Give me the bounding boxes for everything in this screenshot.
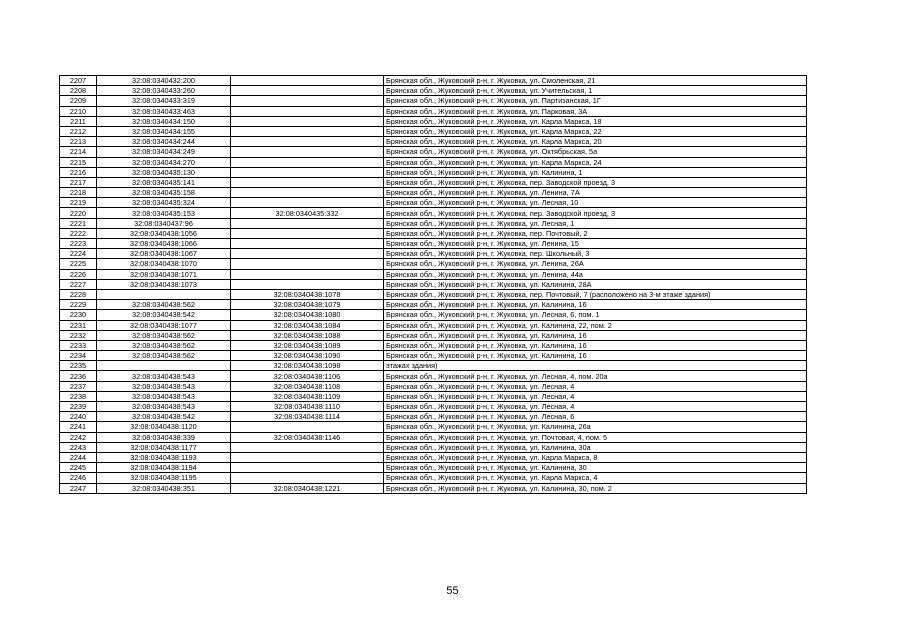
object-cadastral-number-cell bbox=[231, 442, 384, 452]
address-cell: Брянская обл., Жуковский р-н, г. Жуковка, ул. Лесная, 6, пом. 1 bbox=[384, 310, 807, 320]
address-cell: Брянская обл., Жуковский р-н, г. Жуковка, ул. Карла Маркса, 18 bbox=[384, 116, 807, 126]
object-cadastral-number-cell bbox=[231, 249, 384, 259]
object-cadastral-number-cell: 32:08:0340438:1088 bbox=[231, 330, 384, 340]
cadastral-number-cell: 32:08:0340438:1077 bbox=[97, 320, 231, 330]
table-row bbox=[60, 402, 807, 412]
address-cell: Брянская обл., Жуковский р-н, г. Жуковка, пер. Почтовый, 2 bbox=[384, 228, 807, 238]
object-cadastral-number-cell bbox=[231, 86, 384, 96]
cadastral-number-cell: 32:08:0340438:339 bbox=[97, 432, 231, 442]
address-cell: Брянская обл., Жуковский р-н, г. Жуковка, ул. Калинина, 22, пом. 2 bbox=[384, 320, 807, 330]
address-cell: Брянская обл., Жуковский р-н, г. Жуковка, ул. Калинина, 28А bbox=[384, 279, 807, 289]
cadastral-number-cell: 32:08:0340438:1066 bbox=[97, 239, 231, 249]
object-cadastral-number-cell bbox=[231, 96, 384, 106]
row-number-cell: 2231 bbox=[60, 320, 97, 330]
row-number-cell: 2207 bbox=[60, 76, 97, 86]
address-cell: Брянская обл., Жуковский р-н, г. Жуковка, ул. Учительская, 1 bbox=[384, 86, 807, 96]
address-cell: Брянская обл., Жуковский р-н, г. Жуковка, ул. Ленина, 7А bbox=[384, 188, 807, 198]
object-cadastral-number-cell: 32:08:0340438:1109 bbox=[231, 391, 384, 401]
object-cadastral-number-cell bbox=[231, 76, 384, 86]
address-cell: Брянская обл., Жуковский р-н, г. Жуковка, ул. Калинина, 26а bbox=[384, 422, 807, 432]
row-number-cell: 2222 bbox=[60, 228, 97, 238]
cadastral-number-cell: 32:08:0340438:1120 bbox=[97, 422, 231, 432]
table-row bbox=[60, 137, 807, 147]
row-number-cell: 2226 bbox=[60, 269, 97, 279]
cadastral-number-cell: 32:08:0340435:153 bbox=[97, 208, 231, 218]
address-cell: Брянская обл., Жуковский р-н, г. Жуковка, пер. Заводской проезд, 3 bbox=[384, 177, 807, 187]
row-number-cell: 2246 bbox=[60, 473, 97, 483]
object-cadastral-number-cell bbox=[231, 259, 384, 269]
cadastral-number-cell: 32:08:0340438:562 bbox=[97, 351, 231, 361]
row-number-cell: 2228 bbox=[60, 289, 97, 299]
address-cell: этажах здания) bbox=[384, 361, 807, 371]
table-row bbox=[60, 167, 807, 177]
table-row bbox=[60, 310, 807, 320]
address-cell: Брянская обл., Жуковский р-н, г. Жуковка, ул. Карла Маркса, 4 bbox=[384, 473, 807, 483]
table-row bbox=[60, 96, 807, 106]
address-cell: Брянская обл., Жуковский р-н, г. Жуковка, ул. Смоленская, 21 bbox=[384, 76, 807, 86]
table-row bbox=[60, 208, 807, 218]
address-cell: Брянская обл., Жуковский р-н, г. Жуковка, ул. Лесная, 4 bbox=[384, 402, 807, 412]
row-number-cell: 2236 bbox=[60, 371, 97, 381]
row-number-cell: 2216 bbox=[60, 167, 97, 177]
object-cadastral-number-cell bbox=[231, 177, 384, 187]
address-cell: Брянская обл., Жуковский р-н, г. Жуковка, ул. Лесная, 4 bbox=[384, 381, 807, 391]
object-cadastral-number-cell: 32:08:0340438:1146 bbox=[231, 432, 384, 442]
cadastral-number-cell: 32:08:0340438:1073 bbox=[97, 279, 231, 289]
address-cell: Брянская обл., Жуковский р-н, г. Жуковка, ул. Почтовая, 4, пом. 5 bbox=[384, 432, 807, 442]
cadastral-number-cell: 32:08:0340434:155 bbox=[97, 126, 231, 136]
table-row bbox=[60, 76, 807, 86]
object-cadastral-number-cell bbox=[231, 157, 384, 167]
address-cell: Брянская обл., Жуковский р-н, г. Жуковка, ул. Лесная, 4 bbox=[384, 391, 807, 401]
cadastral-number-cell: 32:08:0340434:244 bbox=[97, 137, 231, 147]
object-cadastral-number-cell: 32:08:0340438:1084 bbox=[231, 320, 384, 330]
row-number-cell: 2234 bbox=[60, 351, 97, 361]
table-row bbox=[60, 147, 807, 157]
cadastral-number-cell: 32:08:0340438:1067 bbox=[97, 249, 231, 259]
cadastral-number-cell: 32:08:0340433:260 bbox=[97, 86, 231, 96]
table-row bbox=[60, 177, 807, 187]
object-cadastral-number-cell bbox=[231, 463, 384, 473]
table-row bbox=[60, 86, 807, 96]
row-number-cell: 2227 bbox=[60, 279, 97, 289]
address-cell: Брянская обл., Жуковский р-н, г. Жуковка, ул. Парковая, 3А bbox=[384, 106, 807, 116]
table-row bbox=[60, 218, 807, 228]
object-cadastral-number-cell: 32:08:0340438:1089 bbox=[231, 340, 384, 350]
address-cell: Брянская обл., Жуковский р-н, г. Жуковка, ул. Партизанская, 1Г bbox=[384, 96, 807, 106]
property-registry-table bbox=[59, 75, 807, 494]
cadastral-number-cell: 32:08:0340434:270 bbox=[97, 157, 231, 167]
row-number-cell: 2219 bbox=[60, 198, 97, 208]
table-row bbox=[60, 279, 807, 289]
object-cadastral-number-cell bbox=[231, 473, 384, 483]
object-cadastral-number-cell: 32:08:0340438:1079 bbox=[231, 300, 384, 310]
table-row bbox=[60, 452, 807, 462]
table-row bbox=[60, 300, 807, 310]
table-row bbox=[60, 361, 807, 371]
object-cadastral-number-cell bbox=[231, 106, 384, 116]
row-number-cell: 2218 bbox=[60, 188, 97, 198]
address-cell: Брянская обл., Жуковский р-н, г. Жуковка, ул. Калинина, 30 bbox=[384, 463, 807, 473]
object-cadastral-number-cell: 32:08:0340438:1114 bbox=[231, 412, 384, 422]
table-row bbox=[60, 289, 807, 299]
row-number-cell: 2211 bbox=[60, 116, 97, 126]
cadastral-number-cell: 32:08:0340438:1195 bbox=[97, 473, 231, 483]
address-cell: Брянская обл., Жуковский р-н, г. Жуковка, пер. Школьный, 3 bbox=[384, 249, 807, 259]
cadastral-number-cell: 32:08:0340438:1177 bbox=[97, 442, 231, 452]
table-row bbox=[60, 198, 807, 208]
object-cadastral-number-cell: 32:08:0340438:1108 bbox=[231, 381, 384, 391]
cadastral-number-cell: 32:08:0340435:130 bbox=[97, 167, 231, 177]
row-number-cell: 2242 bbox=[60, 432, 97, 442]
address-cell: Брянская обл., Жуковский р-н, г. Жуковка, ул. Лесная, 1 bbox=[384, 218, 807, 228]
cadastral-number-cell: 32:08:0340437:96 bbox=[97, 218, 231, 228]
address-cell: Брянская обл., Жуковский р-н, г. Жуковка, ул. Лесная, 10 bbox=[384, 198, 807, 208]
table-row bbox=[60, 249, 807, 259]
object-cadastral-number-cell bbox=[231, 167, 384, 177]
cadastral-number-cell: 32:08:0340438:1071 bbox=[97, 269, 231, 279]
cadastral-number-cell: 32:08:0340438:562 bbox=[97, 300, 231, 310]
table-row bbox=[60, 442, 807, 452]
table-row bbox=[60, 381, 807, 391]
cadastral-number-cell: 32:08:0340438:1056 bbox=[97, 228, 231, 238]
cadastral-number-cell: 32:08:0340434:150 bbox=[97, 116, 231, 126]
cadastral-number-cell: 32:08:0340438:351 bbox=[97, 483, 231, 493]
cadastral-number-cell: 32:08:0340438:562 bbox=[97, 340, 231, 350]
cadastral-number-cell: 32:08:0340438:1194 bbox=[97, 463, 231, 473]
table-row bbox=[60, 106, 807, 116]
row-number-cell: 2208 bbox=[60, 86, 97, 96]
address-cell: Брянская обл., Жуковский р-н, г. Жуковка, ул. Карла Маркса, 20 bbox=[384, 137, 807, 147]
cadastral-number-cell: 32:08:0340434:249 bbox=[97, 147, 231, 157]
table-row bbox=[60, 463, 807, 473]
page-number: 55 bbox=[446, 585, 459, 597]
object-cadastral-number-cell bbox=[231, 137, 384, 147]
object-cadastral-number-cell bbox=[231, 147, 384, 157]
address-cell: Брянская обл., Жуковский р-н, г. Жуковка, пер. Почтовый, 7 (расположено на 3-м этаже здания) bbox=[384, 289, 807, 299]
cadastral-number-cell: 32:08:0340438:1193 bbox=[97, 452, 231, 462]
row-number-cell: 2230 bbox=[60, 310, 97, 320]
cadastral-number-cell: 32:08:0340432:200 bbox=[97, 76, 231, 86]
registry-table-body bbox=[60, 76, 807, 494]
cadastral-number-cell bbox=[97, 289, 231, 299]
cadastral-number-cell: 32:08:0340438:543 bbox=[97, 402, 231, 412]
object-cadastral-number-cell: 32:08:0340438:1080 bbox=[231, 310, 384, 320]
object-cadastral-number-cell bbox=[231, 188, 384, 198]
object-cadastral-number-cell: 32:08:0340438:1090 bbox=[231, 351, 384, 361]
cadastral-number-cell: 32:08:0340438:542 bbox=[97, 310, 231, 320]
table-row bbox=[60, 116, 807, 126]
object-cadastral-number-cell bbox=[231, 422, 384, 432]
address-cell: Брянская обл., Жуковский р-н, г. Жуковка, ул. Ленина, 44а bbox=[384, 269, 807, 279]
object-cadastral-number-cell: 32:08:0340438:1221 bbox=[231, 483, 384, 493]
table-row bbox=[60, 432, 807, 442]
cadastral-number-cell bbox=[97, 361, 231, 371]
row-number-cell: 2215 bbox=[60, 157, 97, 167]
row-number-cell: 2241 bbox=[60, 422, 97, 432]
object-cadastral-number-cell bbox=[231, 269, 384, 279]
row-number-cell: 2247 bbox=[60, 483, 97, 493]
address-cell: Брянская обл., Жуковский р-н, г. Жуковка, ул. Лесная, 4, пом. 20а bbox=[384, 371, 807, 381]
cadastral-number-cell: 32:08:0340435:158 bbox=[97, 188, 231, 198]
row-number-cell: 2235 bbox=[60, 361, 97, 371]
table-row bbox=[60, 320, 807, 330]
cadastral-number-cell: 32:08:0340433:319 bbox=[97, 96, 231, 106]
table-row bbox=[60, 330, 807, 340]
row-number-cell: 2225 bbox=[60, 259, 97, 269]
row-number-cell: 2209 bbox=[60, 96, 97, 106]
object-cadastral-number-cell: 32:08:0340438:1110 bbox=[231, 402, 384, 412]
address-cell: Брянская обл., Жуковский р-н, г. Жуковка, ул. Калинина, 16 bbox=[384, 340, 807, 350]
table-row bbox=[60, 259, 807, 269]
row-number-cell: 2232 bbox=[60, 330, 97, 340]
cadastral-number-cell: 32:08:0340438:543 bbox=[97, 381, 231, 391]
table-row bbox=[60, 126, 807, 136]
cadastral-number-cell: 32:08:0340438:542 bbox=[97, 412, 231, 422]
object-cadastral-number-cell bbox=[231, 239, 384, 249]
table-row bbox=[60, 422, 807, 432]
row-number-cell: 2229 bbox=[60, 300, 97, 310]
row-number-cell: 2224 bbox=[60, 249, 97, 259]
object-cadastral-number-cell: 32:08:0340438:1098 bbox=[231, 361, 384, 371]
table-row bbox=[60, 473, 807, 483]
address-cell: Брянская обл., Жуковский р-н, г. Жуковка, ул. Карла Маркса, 8 bbox=[384, 452, 807, 462]
row-number-cell: 2220 bbox=[60, 208, 97, 218]
address-cell: Брянская обл., Жуковский р-н, г. Жуковка, ул. Калинина, 30а bbox=[384, 442, 807, 452]
object-cadastral-number-cell: 32:08:0340438:1078 bbox=[231, 289, 384, 299]
table-row bbox=[60, 483, 807, 493]
row-number-cell: 2217 bbox=[60, 177, 97, 187]
row-number-cell: 2237 bbox=[60, 381, 97, 391]
row-number-cell: 2243 bbox=[60, 442, 97, 452]
cadastral-number-cell: 32:08:0340438:543 bbox=[97, 391, 231, 401]
cadastral-number-cell: 32:08:0340435:141 bbox=[97, 177, 231, 187]
address-cell: Брянская обл., Жуковский р-н, г. Жуковка, ул. Калинина, 16 bbox=[384, 300, 807, 310]
object-cadastral-number-cell bbox=[231, 116, 384, 126]
table-row bbox=[60, 391, 807, 401]
address-cell: Брянская обл., Жуковский р-н, г. Жуковка, ул. Октябрьская, 5а bbox=[384, 147, 807, 157]
row-number-cell: 2240 bbox=[60, 412, 97, 422]
table-row bbox=[60, 340, 807, 350]
row-number-cell: 2245 bbox=[60, 463, 97, 473]
cadastral-number-cell: 32:08:0340438:1070 bbox=[97, 259, 231, 269]
table-row bbox=[60, 228, 807, 238]
address-cell: Брянская обл., Жуковский р-н, г. Жуковка, ул. Калинина, 16 bbox=[384, 351, 807, 361]
row-number-cell: 2233 bbox=[60, 340, 97, 350]
row-number-cell: 2214 bbox=[60, 147, 97, 157]
object-cadastral-number-cell bbox=[231, 228, 384, 238]
address-cell: Брянская обл., Жуковский р-н, г. Жуковка, ул. Карла Маркса, 24 bbox=[384, 157, 807, 167]
object-cadastral-number-cell bbox=[231, 452, 384, 462]
address-cell: Брянская обл., Жуковский р-н, г. Жуковка, ул. Ленина, 15 bbox=[384, 239, 807, 249]
table-row bbox=[60, 157, 807, 167]
row-number-cell: 2238 bbox=[60, 391, 97, 401]
cadastral-number-cell: 32:08:0340435:324 bbox=[97, 198, 231, 208]
cadastral-number-cell: 32:08:0340433:463 bbox=[97, 106, 231, 116]
row-number-cell: 2212 bbox=[60, 126, 97, 136]
object-cadastral-number-cell bbox=[231, 126, 384, 136]
table-row bbox=[60, 269, 807, 279]
address-cell: Брянская обл., Жуковский р-н, г. Жуковка, ул. Калинина, 30, пом. 2 bbox=[384, 483, 807, 493]
row-number-cell: 2239 bbox=[60, 402, 97, 412]
address-cell: Брянская обл., Жуковский р-н, г. Жуковка, ул. Калинина, 1 bbox=[384, 167, 807, 177]
address-cell: Брянская обл., Жуковский р-н, г. Жуковка, пер. Заводской проезд, 3 bbox=[384, 208, 807, 218]
object-cadastral-number-cell bbox=[231, 279, 384, 289]
row-number-cell: 2213 bbox=[60, 137, 97, 147]
table-row bbox=[60, 412, 807, 422]
object-cadastral-number-cell bbox=[231, 198, 384, 208]
object-cadastral-number-cell bbox=[231, 218, 384, 228]
address-cell: Брянская обл., Жуковский р-н, г. Жуковка, ул. Ленина, 26А bbox=[384, 259, 807, 269]
table-row bbox=[60, 188, 807, 198]
table-row bbox=[60, 371, 807, 381]
table-row bbox=[60, 351, 807, 361]
cadastral-number-cell: 32:08:0340438:543 bbox=[97, 371, 231, 381]
row-number-cell: 2244 bbox=[60, 452, 97, 462]
row-number-cell: 2210 bbox=[60, 106, 97, 116]
row-number-cell: 2221 bbox=[60, 218, 97, 228]
address-cell: Брянская обл., Жуковский р-н, г. Жуковка, ул. Карла Маркса, 22 bbox=[384, 126, 807, 136]
cadastral-number-cell: 32:08:0340438:562 bbox=[97, 330, 231, 340]
address-cell: Брянская обл., Жуковский р-н, г. Жуковка, ул. Лесная, 6 bbox=[384, 412, 807, 422]
address-cell: Брянская обл., Жуковский р-н, г. Жуковка, ул. Калинина, 16 bbox=[384, 330, 807, 340]
table-row bbox=[60, 239, 807, 249]
object-cadastral-number-cell: 32:08:0340438:1106 bbox=[231, 371, 384, 381]
row-number-cell: 2223 bbox=[60, 239, 97, 249]
object-cadastral-number-cell: 32:08:0340435:332 bbox=[231, 208, 384, 218]
